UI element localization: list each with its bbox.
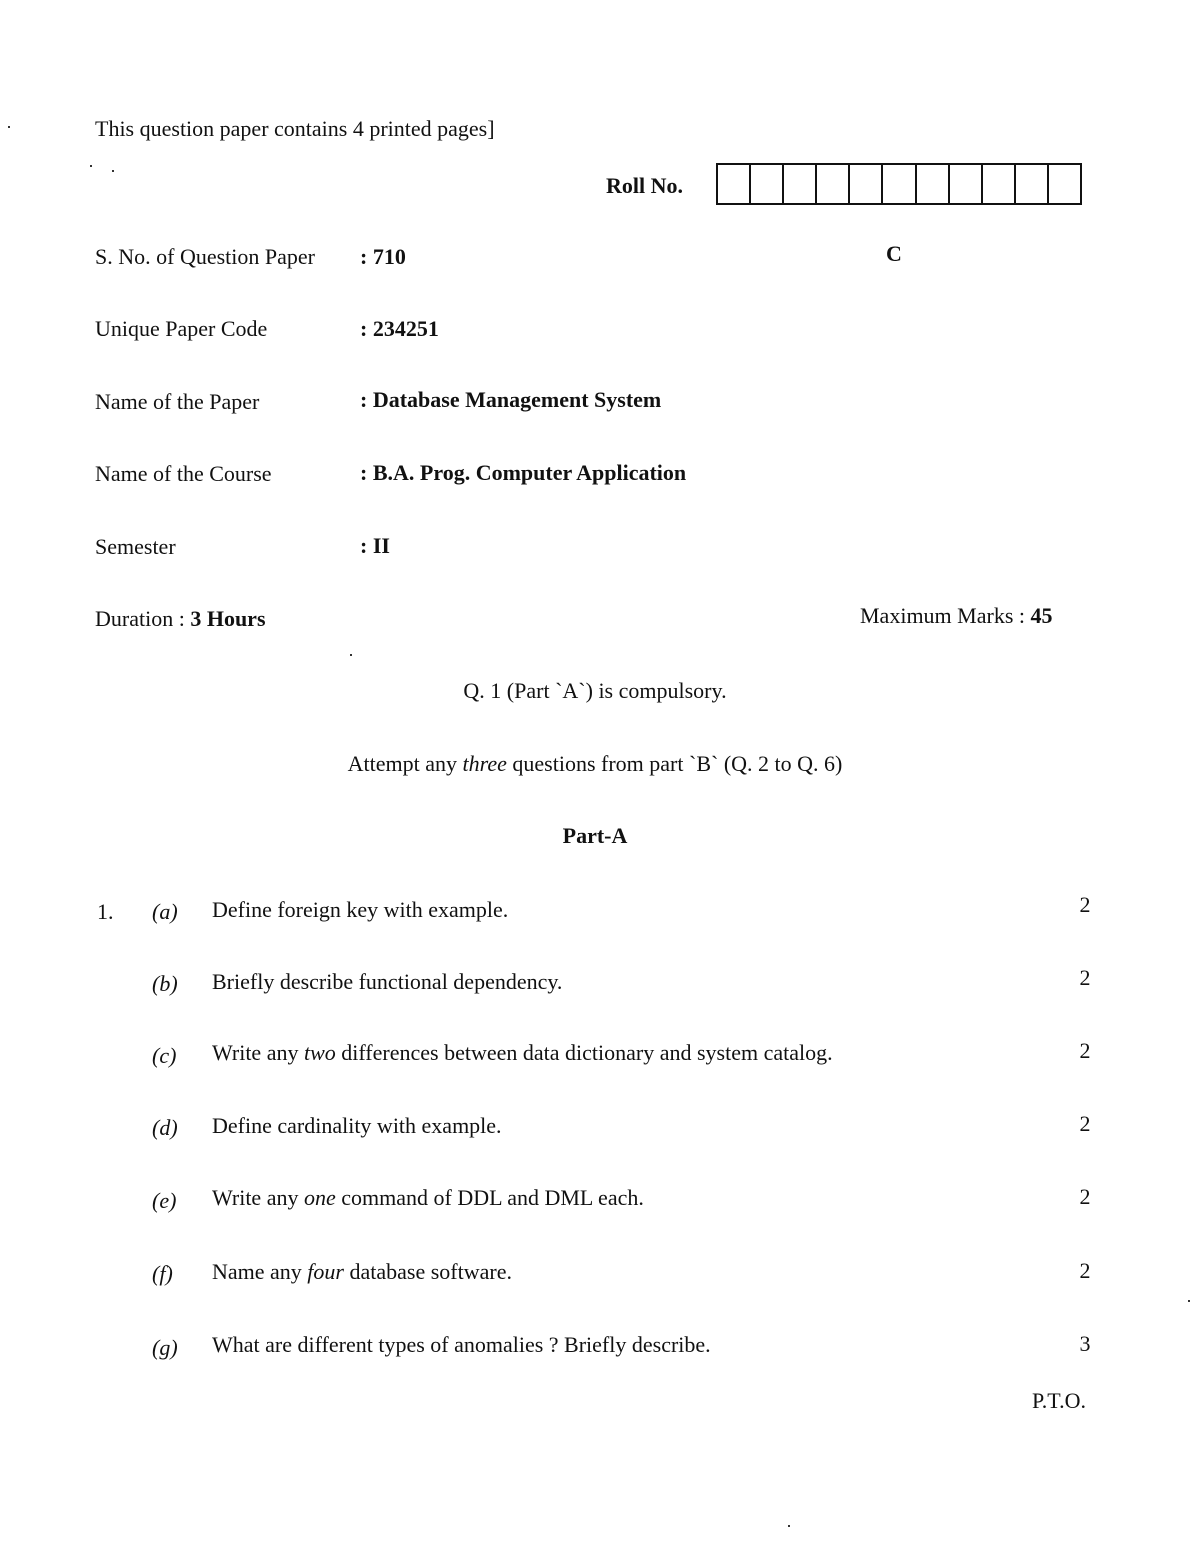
detail-label: Name of the Course <box>95 461 272 486</box>
instruction-compulsory: Q. 1 (Part `A`) is compulsory. <box>463 678 727 703</box>
question-text <box>212 1040 833 1066</box>
scan-speck <box>788 1525 790 1527</box>
set-code: C <box>886 241 902 266</box>
roll-no-label: Roll No. <box>606 173 683 198</box>
instruction-pre: Attempt any <box>347 751 458 776</box>
question-text-pre: Write any <box>212 1185 299 1210</box>
roll-no-cell[interactable] <box>718 165 751 203</box>
detail-value: : 234251 <box>360 316 439 341</box>
instruction-post: questions from part `B` (Q. 2 to Q. 6) <box>512 751 843 776</box>
question-text-emphasis: two <box>303 1040 336 1065</box>
detail-label: Name of the Paper <box>95 389 260 414</box>
question-text <box>212 1259 512 1285</box>
question-text-post: differences between data dictionary and system catalog. <box>341 1040 833 1065</box>
question-label: (f) <box>152 1261 173 1286</box>
question-text <box>212 1332 711 1358</box>
duration <box>95 606 266 632</box>
max-marks-value: 45 <box>1030 603 1053 628</box>
scan-speck <box>112 170 114 172</box>
max-marks-label: Maximum Marks : <box>860 603 1025 628</box>
question-text <box>212 1113 502 1139</box>
question-label: (c) <box>152 1043 177 1068</box>
question-text-emphasis: one <box>303 1185 336 1210</box>
question-text-pre: Write any <box>212 1040 299 1065</box>
roll-no-cell[interactable] <box>950 165 983 203</box>
question-number: 1. <box>97 899 114 924</box>
scan-speck <box>1188 1300 1190 1302</box>
pto: P.T.O. <box>1032 1388 1086 1413</box>
roll-no-cell[interactable] <box>784 165 817 203</box>
maximum-marks <box>860 603 1053 629</box>
question-text-pre: Define foreign key with example. <box>212 897 509 922</box>
roll-no-cell[interactable] <box>751 165 784 203</box>
instruction-attempt <box>0 751 1190 777</box>
question-label: (e) <box>152 1188 177 1213</box>
question-text <box>212 1185 644 1211</box>
roll-no-cell[interactable] <box>883 165 916 203</box>
question-text <box>212 897 508 923</box>
roll-no-cell[interactable] <box>917 165 950 203</box>
detail-value: : 710 <box>360 244 406 269</box>
question-text-pre: Briefly describe functional dependency. <box>212 969 563 994</box>
scan-speck <box>350 654 352 656</box>
question-label: (b) <box>152 971 178 996</box>
question-marks: 2 <box>1079 1038 1091 1063</box>
question-text-post: database software. <box>349 1259 512 1284</box>
part-title: Part-A <box>562 823 628 848</box>
roll-no-cell[interactable] <box>850 165 883 203</box>
question-marks: 2 <box>1079 1184 1091 1209</box>
detail-value: : B.A. Prog. Computer Application <box>360 460 687 485</box>
detail-value: : II <box>360 533 390 558</box>
question-text <box>212 969 562 995</box>
pages-note: This question paper contains 4 printed pages] <box>95 116 495 141</box>
question-label: (g) <box>152 1335 178 1360</box>
question-marks: 2 <box>1079 1258 1091 1283</box>
roll-no-cell[interactable] <box>1016 165 1049 203</box>
question-label: (a) <box>152 899 178 924</box>
question-text-pre: Name any <box>212 1259 302 1284</box>
question-text-pre: What are different types of anomalies ? Briefly describe. <box>212 1332 711 1357</box>
roll-no-cell[interactable] <box>983 165 1016 203</box>
question-marks: 2 <box>1079 1111 1091 1136</box>
detail-label: Semester <box>95 534 176 559</box>
roll-no-cell[interactable] <box>817 165 850 203</box>
question-text-post: command of DDL and DML each. <box>341 1185 644 1210</box>
question-marks: 3 <box>1079 1331 1091 1356</box>
question-label: (d) <box>152 1115 178 1140</box>
roll-no-cell[interactable] <box>1049 165 1080 203</box>
scan-speck <box>8 126 10 128</box>
instruction-emphasis: three <box>462 751 507 776</box>
question-marks: 2 <box>1079 892 1091 917</box>
detail-value: : Database Management System <box>360 387 662 412</box>
detail-label: S. No. of Question Paper <box>95 244 315 269</box>
question-text-pre: Define cardinality with example. <box>212 1113 502 1138</box>
roll-no-boxes[interactable] <box>716 163 1082 205</box>
scan-speck <box>90 165 92 167</box>
duration-label: Duration : <box>95 606 185 631</box>
question-marks: 2 <box>1079 965 1091 990</box>
duration-value: 3 Hours <box>190 606 266 631</box>
question-text-emphasis: four <box>307 1259 344 1284</box>
detail-label: Unique Paper Code <box>95 316 268 341</box>
